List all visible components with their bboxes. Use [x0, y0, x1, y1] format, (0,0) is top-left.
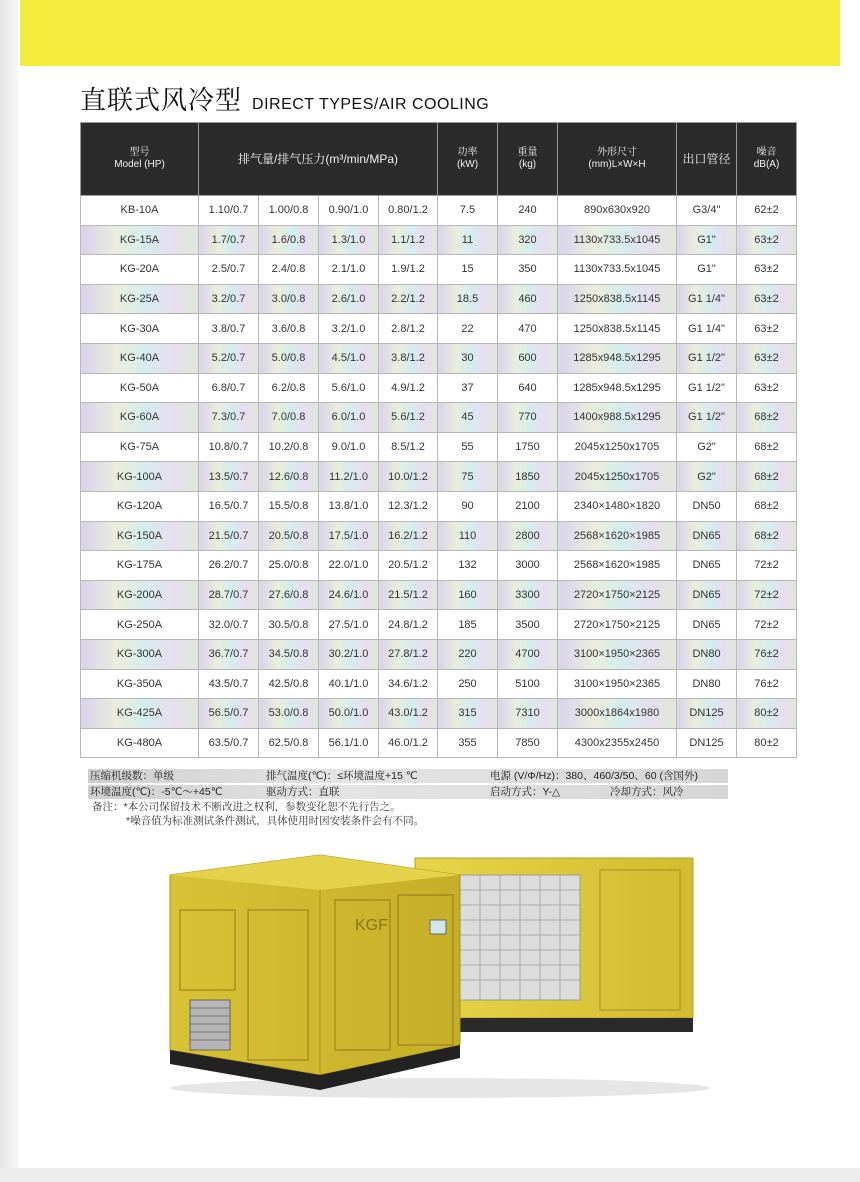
cell-flow-1.2: 46.0/1.2 [379, 728, 438, 758]
cell-model: KG-30A [81, 314, 199, 344]
cell-power: 355 [438, 728, 498, 758]
spec-ambient-temp: 环境温度(℃)：-5℃～+45℃ [90, 786, 223, 798]
header-weight: 重量 (kg) [498, 123, 558, 196]
cell-outlet: G2" [677, 432, 737, 462]
cell-flow-1.2: 2.2/1.2 [379, 284, 438, 314]
cell-model: KG-25A [81, 284, 199, 314]
cell-power: 22 [438, 314, 498, 344]
cell-flow-1.0: 24.6/1.0 [319, 580, 379, 610]
cell-flow-1.0: 40.1/1.0 [319, 669, 379, 699]
cell-flow-0.7: 63.5/0.7 [199, 728, 259, 758]
cell-flow-0.7: 5.2/0.7 [199, 343, 259, 373]
spec-cooling: 冷却方式：风冷 [610, 786, 684, 798]
cell-weight: 5100 [498, 669, 558, 699]
cell-flow-1.2: 16.2/1.2 [379, 521, 438, 551]
cell-flow-1.0: 13.8/1.0 [319, 491, 379, 521]
cell-model: KG-40A [81, 343, 199, 373]
cell-flow-0.8: 20.5/0.8 [259, 521, 319, 551]
table-row [81, 314, 797, 344]
table-row [81, 551, 797, 581]
cell-dims: 1285x948.5x1295 [558, 343, 677, 373]
cell-flow-0.7: 16.5/0.7 [199, 491, 259, 521]
cell-outlet: G1 1/4" [677, 314, 737, 344]
cell-weight: 1850 [498, 462, 558, 492]
cell-dims: 1130x733.5x1045 [558, 225, 677, 255]
cell-noise: 76±2 [737, 639, 797, 669]
cell-power: 220 [438, 639, 498, 669]
cell-model: KG-100A [81, 462, 199, 492]
cell-flow-1.0: 4.5/1.0 [319, 343, 379, 373]
cell-flow-0.7: 28.7/0.7 [199, 580, 259, 610]
cell-flow-0.7: 2.5/0.7 [199, 255, 259, 285]
cell-power: 11 [438, 225, 498, 255]
cell-dims: 3000x1864x1980 [558, 699, 677, 729]
title-chinese: 直联式风冷型 [80, 85, 243, 115]
cell-flow-0.7: 13.5/0.7 [199, 462, 259, 492]
cell-noise: 80±2 [737, 728, 797, 758]
table-row [81, 639, 797, 669]
table-row [81, 403, 797, 433]
cell-weight: 7310 [498, 699, 558, 729]
cell-flow-0.7: 10.8/0.7 [199, 432, 259, 462]
cell-outlet: G1 1/2" [677, 373, 737, 403]
cell-noise: 63±2 [737, 343, 797, 373]
cell-flow-0.8: 10.2/0.8 [259, 432, 319, 462]
spec-bar-1 [88, 769, 728, 783]
cell-power: 45 [438, 403, 498, 433]
cell-dims: 1130x733.5x1045 [558, 255, 677, 285]
cell-power: 37 [438, 373, 498, 403]
header-model: 型号 Model (HP) [81, 123, 199, 196]
cell-flow-1.0: 5.6/1.0 [319, 373, 379, 403]
cell-outlet: G1" [677, 225, 737, 255]
table-row [81, 462, 797, 492]
cell-dims: 2720×1750×2125 [558, 580, 677, 610]
table-row [81, 432, 797, 462]
cell-noise: 72±2 [737, 551, 797, 581]
header-dims: 外形尺寸 (mm)L×W×H [558, 123, 677, 196]
cell-weight: 3000 [498, 551, 558, 581]
spec-table [80, 122, 797, 758]
cell-weight: 2100 [498, 491, 558, 521]
compressor-units-image [160, 840, 720, 1100]
cell-dims: 2340×1480×1820 [558, 491, 677, 521]
cell-power: 110 [438, 521, 498, 551]
cell-flow-0.7: 6.8/0.7 [199, 373, 259, 403]
cell-outlet: G1" [677, 255, 737, 285]
table-row [81, 669, 797, 699]
cell-weight: 470 [498, 314, 558, 344]
cell-flow-0.8: 7.0/0.8 [259, 403, 319, 433]
cell-dims: 4300x2355x2450 [558, 728, 677, 758]
note-line-2: *噪音值为标准测试条件测试，具体使用时因安装条件会有不同。 [126, 815, 425, 827]
cell-dims: 2568×1620×1985 [558, 551, 677, 581]
cell-dims: 2045x1250x1705 [558, 432, 677, 462]
cell-noise: 62±2 [737, 196, 797, 226]
cell-model: KG-200A [81, 580, 199, 610]
cell-flow-0.7: 1.10/0.7 [199, 196, 259, 226]
cell-flow-0.7: 21.5/0.7 [199, 521, 259, 551]
cell-power: 250 [438, 669, 498, 699]
cell-noise: 63±2 [737, 225, 797, 255]
cell-noise: 68±2 [737, 432, 797, 462]
cell-flow-0.8: 15.5/0.8 [259, 491, 319, 521]
cell-power: 315 [438, 699, 498, 729]
cell-noise: 68±2 [737, 521, 797, 551]
cell-weight: 240 [498, 196, 558, 226]
cell-dims: 1285x948.5x1295 [558, 373, 677, 403]
cell-weight: 350 [498, 255, 558, 285]
cell-model: KG-150A [81, 521, 199, 551]
header-noise: 噪音 dB(A) [737, 123, 797, 196]
cell-flow-1.0: 56.1/1.0 [319, 728, 379, 758]
header-power: 功率 (kW) [438, 123, 498, 196]
cell-flow-1.2: 1.1/1.2 [379, 225, 438, 255]
cell-flow-0.7: 1.7/0.7 [199, 225, 259, 255]
cell-flow-1.2: 8.5/1.2 [379, 432, 438, 462]
page-edge-shadow [0, 0, 18, 1182]
table-row [81, 728, 797, 758]
cell-flow-0.8: 6.2/0.8 [259, 373, 319, 403]
cell-outlet: DN50 [677, 491, 737, 521]
cell-power: 160 [438, 580, 498, 610]
spec-power-supply: 电源 (V/Φ/Hz)：380、460/3/50、60 (含国外) [490, 770, 698, 782]
cell-flow-1.0: 6.0/1.0 [319, 403, 379, 433]
cell-flow-0.8: 1.00/0.8 [259, 196, 319, 226]
cell-outlet: DN65 [677, 521, 737, 551]
cell-weight: 320 [498, 225, 558, 255]
cell-power: 7.5 [438, 196, 498, 226]
cell-power: 18.5 [438, 284, 498, 314]
cell-outlet: DN125 [677, 728, 737, 758]
cell-flow-1.0: 27.5/1.0 [319, 610, 379, 640]
cell-model: KG-75A [81, 432, 199, 462]
cell-flow-1.0: 30.2/1.0 [319, 639, 379, 669]
cell-noise: 63±2 [737, 373, 797, 403]
notes [92, 800, 424, 828]
spec-exhaust-temp: 排气温度(℃)：≤环境温度+15 ℃ [266, 770, 418, 782]
cell-model: KG-300A [81, 639, 199, 669]
cell-outlet: DN65 [677, 551, 737, 581]
cell-model: KG-120A [81, 491, 199, 521]
cell-model: KG-425A [81, 699, 199, 729]
cell-outlet: DN125 [677, 699, 737, 729]
cell-flow-1.2: 1.9/1.2 [379, 255, 438, 285]
spec-stage: 压缩机级数：单级 [90, 770, 174, 782]
cell-flow-0.8: 3.0/0.8 [259, 284, 319, 314]
table-row [81, 225, 797, 255]
cell-flow-0.7: 56.5/0.7 [199, 699, 259, 729]
cell-flow-1.2: 24.8/1.2 [379, 610, 438, 640]
cell-flow-1.2: 3.8/1.2 [379, 343, 438, 373]
cell-power: 132 [438, 551, 498, 581]
table-row [81, 255, 797, 285]
title-english: DIRECT TYPES/AIR COOLING [252, 96, 490, 113]
cell-flow-1.2: 10.0/1.2 [379, 462, 438, 492]
cell-flow-0.7: 3.2/0.7 [199, 284, 259, 314]
cell-power: 15 [438, 255, 498, 285]
cell-flow-1.2: 20.5/1.2 [379, 551, 438, 581]
cell-noise: 72±2 [737, 610, 797, 640]
cell-flow-1.2: 34.6/1.2 [379, 669, 438, 699]
cell-dims: 1250x838.5x1145 [558, 314, 677, 344]
header-outlet: 出口管径 [677, 123, 737, 196]
cell-noise: 63±2 [737, 314, 797, 344]
cell-flow-1.0: 11.2/1.0 [319, 462, 379, 492]
cell-flow-1.0: 1.3/1.0 [319, 225, 379, 255]
cell-model: KB-10A [81, 196, 199, 226]
cell-outlet: G1 1/4" [677, 284, 737, 314]
header-flow: 排气量/排气压力(m³/min/MPa) [199, 123, 438, 196]
cell-weight: 3300 [498, 580, 558, 610]
cell-model: KG-175A [81, 551, 199, 581]
note-line-1: 备注：*本公司保留技术不断改进之权利，参数变化恕不先行告之。 [92, 801, 401, 813]
cell-power: 90 [438, 491, 498, 521]
cell-flow-1.2: 27.8/1.2 [379, 639, 438, 669]
cell-flow-0.8: 12.6/0.8 [259, 462, 319, 492]
cell-flow-1.2: 5.6/1.2 [379, 403, 438, 433]
cell-flow-0.7: 36.7/0.7 [199, 639, 259, 669]
spec-start: 启动方式：Y-△ [490, 786, 561, 798]
cell-flow-1.0: 2.6/1.0 [319, 284, 379, 314]
table-row [81, 610, 797, 640]
cell-flow-1.0: 50.0/1.0 [319, 699, 379, 729]
table-row [81, 373, 797, 403]
cell-model: KG-350A [81, 669, 199, 699]
cell-noise: 72±2 [737, 580, 797, 610]
cell-weight: 460 [498, 284, 558, 314]
cell-dims: 890x630x920 [558, 196, 677, 226]
cell-outlet: DN65 [677, 580, 737, 610]
cell-flow-1.0: 3.2/1.0 [319, 314, 379, 344]
table-row [81, 343, 797, 373]
cell-model: KG-480A [81, 728, 199, 758]
cell-outlet: DN65 [677, 610, 737, 640]
cell-flow-1.2: 0.80/1.2 [379, 196, 438, 226]
cell-flow-1.0: 17.5/1.0 [319, 521, 379, 551]
cell-dims: 2720×1750×2125 [558, 610, 677, 640]
cell-weight: 7850 [498, 728, 558, 758]
cell-outlet: DN80 [677, 669, 737, 699]
table-row [81, 491, 797, 521]
bottom-strip [0, 1168, 860, 1182]
cell-model: KG-15A [81, 225, 199, 255]
cell-flow-0.8: 30.5/0.8 [259, 610, 319, 640]
cell-flow-0.8: 27.6/0.8 [259, 580, 319, 610]
spec-drive: 驱动方式：直联 [266, 786, 340, 798]
cell-outlet: G3/4" [677, 196, 737, 226]
cell-flow-0.7: 3.8/0.7 [199, 314, 259, 344]
table-row [81, 196, 797, 226]
cell-noise: 68±2 [737, 403, 797, 433]
table-row [81, 284, 797, 314]
cell-flow-0.7: 43.5/0.7 [199, 669, 259, 699]
spec-bar-2 [88, 785, 728, 799]
cell-power: 75 [438, 462, 498, 492]
cell-flow-0.8: 53.0/0.8 [259, 699, 319, 729]
cell-dims: 1250x838.5x1145 [558, 284, 677, 314]
cell-flow-0.7: 32.0/0.7 [199, 610, 259, 640]
cell-noise: 63±2 [737, 255, 797, 285]
cell-flow-0.8: 3.6/0.8 [259, 314, 319, 344]
cell-noise: 76±2 [737, 669, 797, 699]
cell-flow-1.2: 12.3/1.2 [379, 491, 438, 521]
cell-model: KG-50A [81, 373, 199, 403]
cell-noise: 68±2 [737, 462, 797, 492]
cell-flow-0.7: 7.3/0.7 [199, 403, 259, 433]
cell-flow-0.8: 34.5/0.8 [259, 639, 319, 669]
table-row [81, 699, 797, 729]
cell-noise: 68±2 [737, 491, 797, 521]
cell-weight: 770 [498, 403, 558, 433]
cell-outlet: DN80 [677, 639, 737, 669]
cell-flow-0.8: 2.4/0.8 [259, 255, 319, 285]
cell-flow-1.2: 2.8/1.2 [379, 314, 438, 344]
cell-dims: 2045x1250x1705 [558, 462, 677, 492]
cell-power: 185 [438, 610, 498, 640]
top-yellow-band [20, 0, 840, 66]
table-row [81, 580, 797, 610]
cell-outlet: G1 1/2" [677, 403, 737, 433]
cell-dims: 2568×1620×1985 [558, 521, 677, 551]
table-row [81, 521, 797, 551]
cell-flow-0.7: 26.2/0.7 [199, 551, 259, 581]
logo-text: KGF [355, 917, 388, 934]
cell-model: KG-60A [81, 403, 199, 433]
cell-dims: 1400x988.5x1295 [558, 403, 677, 433]
cell-flow-0.8: 62.5/0.8 [259, 728, 319, 758]
cell-flow-1.2: 43.0/1.2 [379, 699, 438, 729]
cell-power: 30 [438, 343, 498, 373]
cell-flow-1.0: 2.1/1.0 [319, 255, 379, 285]
compressor-unit-front [170, 855, 460, 1090]
cell-flow-1.0: 0.90/1.0 [319, 196, 379, 226]
cell-dims: 3100×1950×2365 [558, 669, 677, 699]
cell-flow-1.2: 21.5/1.2 [379, 580, 438, 610]
cell-flow-0.8: 42.5/0.8 [259, 669, 319, 699]
cell-noise: 63±2 [737, 284, 797, 314]
cell-weight: 600 [498, 343, 558, 373]
cell-weight: 2800 [498, 521, 558, 551]
cell-flow-1.0: 22.0/1.0 [319, 551, 379, 581]
cell-flow-0.8: 25.0/0.8 [259, 551, 319, 581]
cell-power: 55 [438, 432, 498, 462]
cell-flow-1.2: 4.9/1.2 [379, 373, 438, 403]
cell-dims: 3100×1950×2365 [558, 639, 677, 669]
cell-outlet: G2" [677, 462, 737, 492]
cell-flow-1.0: 9.0/1.0 [319, 432, 379, 462]
cell-outlet: G1 1/2" [677, 343, 737, 373]
cell-flow-0.8: 1.6/0.8 [259, 225, 319, 255]
cell-model: KG-20A [81, 255, 199, 285]
cell-flow-0.8: 5.0/0.8 [259, 343, 319, 373]
table-header-row [81, 123, 797, 196]
cell-model: KG-250A [81, 610, 199, 640]
page-title [80, 80, 489, 116]
cell-noise: 80±2 [737, 699, 797, 729]
cell-weight: 3500 [498, 610, 558, 640]
cell-weight: 4700 [498, 639, 558, 669]
table-body [81, 196, 797, 758]
cell-weight: 640 [498, 373, 558, 403]
cell-weight: 1750 [498, 432, 558, 462]
